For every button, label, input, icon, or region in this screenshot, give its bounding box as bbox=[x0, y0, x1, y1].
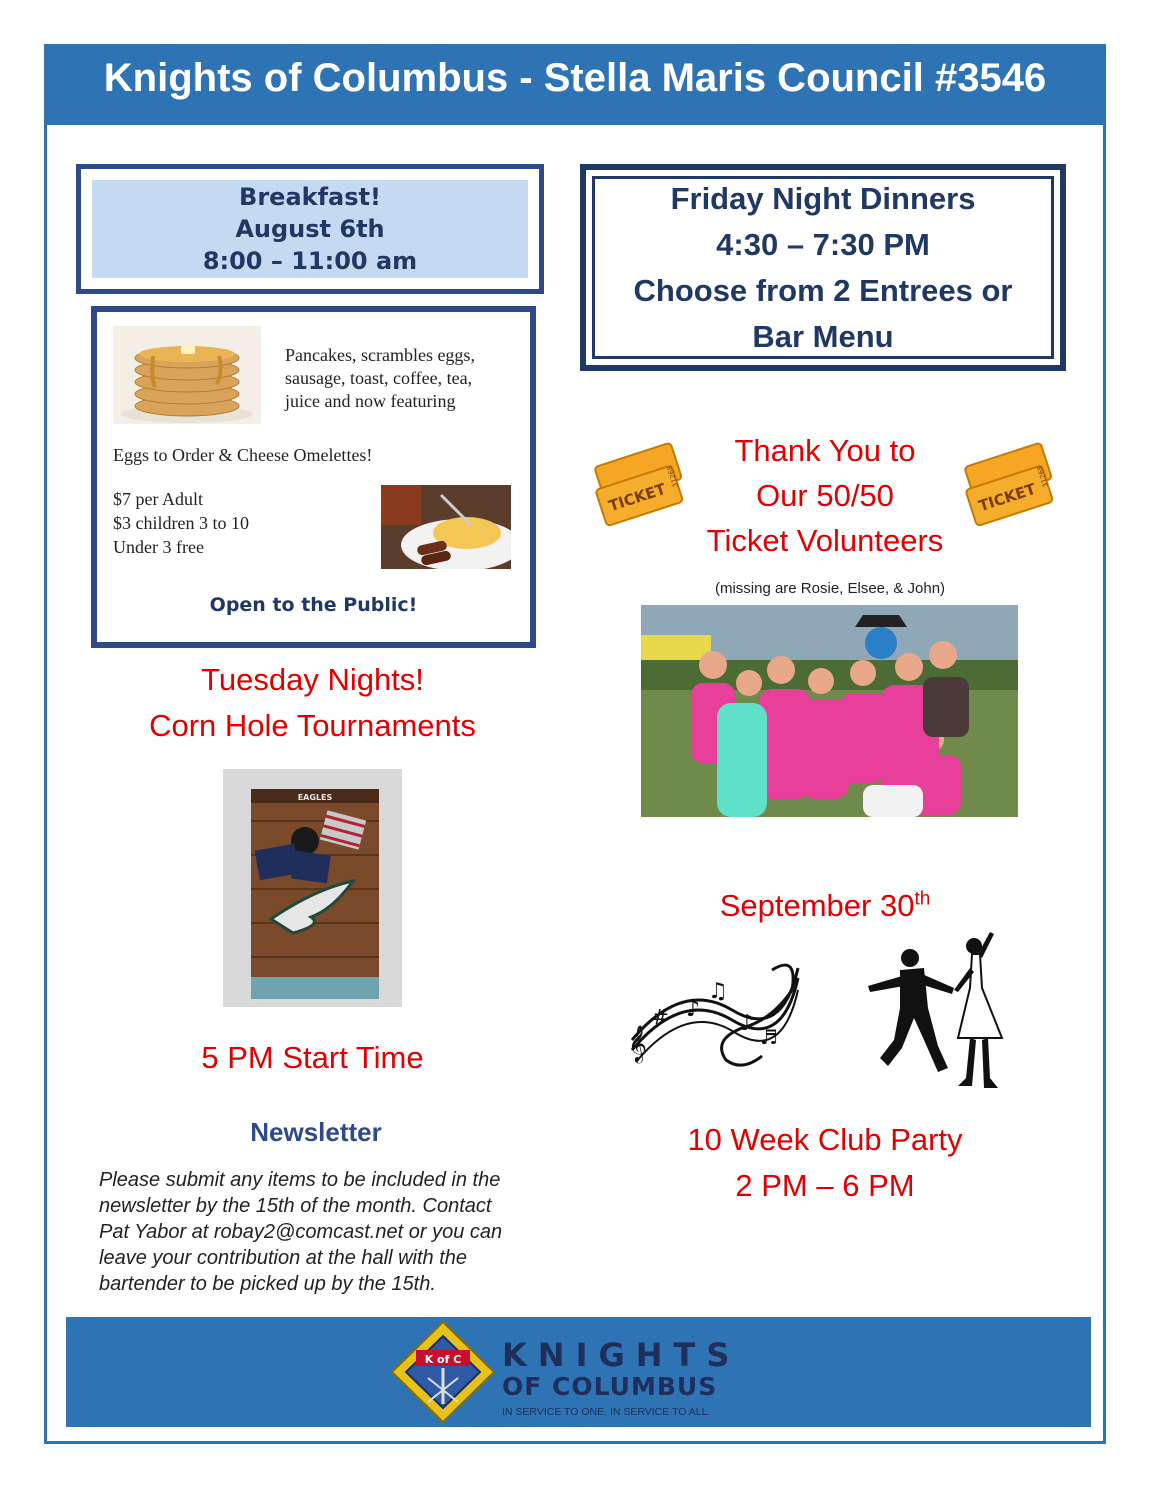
newsletter-line1: Please submit any items to be included in the bbox=[99, 1169, 501, 1191]
friday-time: 4:30 – 7:30 PM bbox=[716, 226, 930, 262]
music-notes-icon bbox=[622, 950, 802, 1075]
ticket-number: 31268 bbox=[665, 464, 681, 489]
breakfast-header-box bbox=[76, 164, 544, 294]
footer-of-columbus: OF COLUMBUS bbox=[502, 1372, 718, 1401]
tuesday-title: Tuesday Nights! bbox=[201, 662, 424, 697]
thanks-line3: Ticket Volunteers bbox=[706, 523, 944, 558]
newsletter-line3: Pat Yabor at robay2@comcast.net or you can bbox=[99, 1221, 503, 1243]
omelette-image bbox=[381, 485, 511, 569]
svg-text:♬: ♬ bbox=[760, 1025, 778, 1049]
party-title: 10 Week Club Party bbox=[687, 1122, 963, 1157]
svg-text:♫: ♫ bbox=[708, 979, 728, 1004]
party-time: 2 PM – 6 PM bbox=[735, 1168, 915, 1203]
ticket-label: TICKET bbox=[976, 479, 1038, 516]
page-title: Knights of Columbus - Stella Maris Council #3546 bbox=[47, 47, 1103, 125]
footer-banner bbox=[66, 1317, 1091, 1427]
footer-knights: KNIGHTS bbox=[502, 1336, 741, 1374]
footer-tagline: IN SERVICE TO ONE. IN SERVICE TO ALL. bbox=[502, 1406, 711, 1418]
cornhole-start-time: 5 PM Start Time bbox=[201, 1040, 424, 1075]
friday-dinners-box bbox=[580, 164, 1066, 371]
friday-entrees: Choose from 2 Entrees or bbox=[633, 272, 1013, 308]
price-free: Under 3 free bbox=[113, 537, 204, 557]
ticket-icon-left bbox=[588, 440, 692, 530]
cornhole-board-photo bbox=[223, 769, 402, 1007]
breakfast-title: Breakfast! bbox=[239, 183, 381, 211]
newsletter-line5: bartender to be picked up by the 15th. bbox=[99, 1273, 436, 1295]
ticket-label: TICKET bbox=[606, 479, 668, 516]
menu-text-line1: Pancakes, scrambles eggs, bbox=[285, 345, 475, 365]
knights-of-columbus-emblem bbox=[390, 1320, 496, 1424]
breakfast-menu-box bbox=[91, 306, 536, 648]
party-date-main: September 30 bbox=[719, 888, 915, 923]
menu-text-line3: juice and now featuring bbox=[285, 391, 456, 411]
price-child: $3 children 3 to 10 bbox=[113, 513, 249, 533]
newsletter-title: Newsletter bbox=[250, 1117, 382, 1147]
missing-volunteers-note: (missing are Rosie, Elsee, & John) bbox=[714, 580, 946, 597]
open-to-public: Open to the Public! bbox=[209, 594, 418, 616]
price-adult: $7 per Adult bbox=[113, 489, 203, 509]
svg-text:♪: ♪ bbox=[740, 1011, 755, 1036]
svg-text:♪: ♪ bbox=[686, 997, 701, 1022]
breakfast-time: 8:00 – 11:00 am bbox=[202, 247, 418, 275]
party-date bbox=[640, 888, 1010, 924]
ticket-number: 31268 bbox=[1035, 464, 1051, 489]
featuring-text: Eggs to Order & Cheese Omelettes! bbox=[113, 445, 373, 465]
ticket-icon-right bbox=[958, 440, 1062, 530]
friday-bar-menu: Bar Menu bbox=[752, 318, 894, 354]
svg-text:𝄞: 𝄞 bbox=[628, 1024, 647, 1062]
thanks-line2: Our 50/50 bbox=[756, 478, 894, 513]
newsletter-line4: leave your contribution at the hall with the bbox=[99, 1247, 467, 1269]
party-date-suffix: th bbox=[914, 888, 931, 910]
friday-title: Friday Night Dinners bbox=[670, 180, 976, 216]
emblem-text: K of C bbox=[424, 1353, 462, 1366]
board-text: EAGLES bbox=[297, 793, 333, 802]
breakfast-date: August 6th bbox=[235, 215, 385, 243]
menu-text-line2: sausage, toast, coffee, tea, bbox=[285, 368, 473, 388]
dancers-icon bbox=[862, 928, 1012, 1098]
cornhole-title: Corn Hole Tournaments bbox=[149, 708, 476, 743]
thanks-line1: Thank You to bbox=[734, 433, 916, 468]
pancakes-image bbox=[113, 326, 261, 424]
newsletter-line2: newsletter by the 15th of the month. Contact bbox=[99, 1195, 492, 1217]
svg-text:#: # bbox=[652, 1005, 669, 1029]
volunteers-photo bbox=[641, 605, 1018, 817]
